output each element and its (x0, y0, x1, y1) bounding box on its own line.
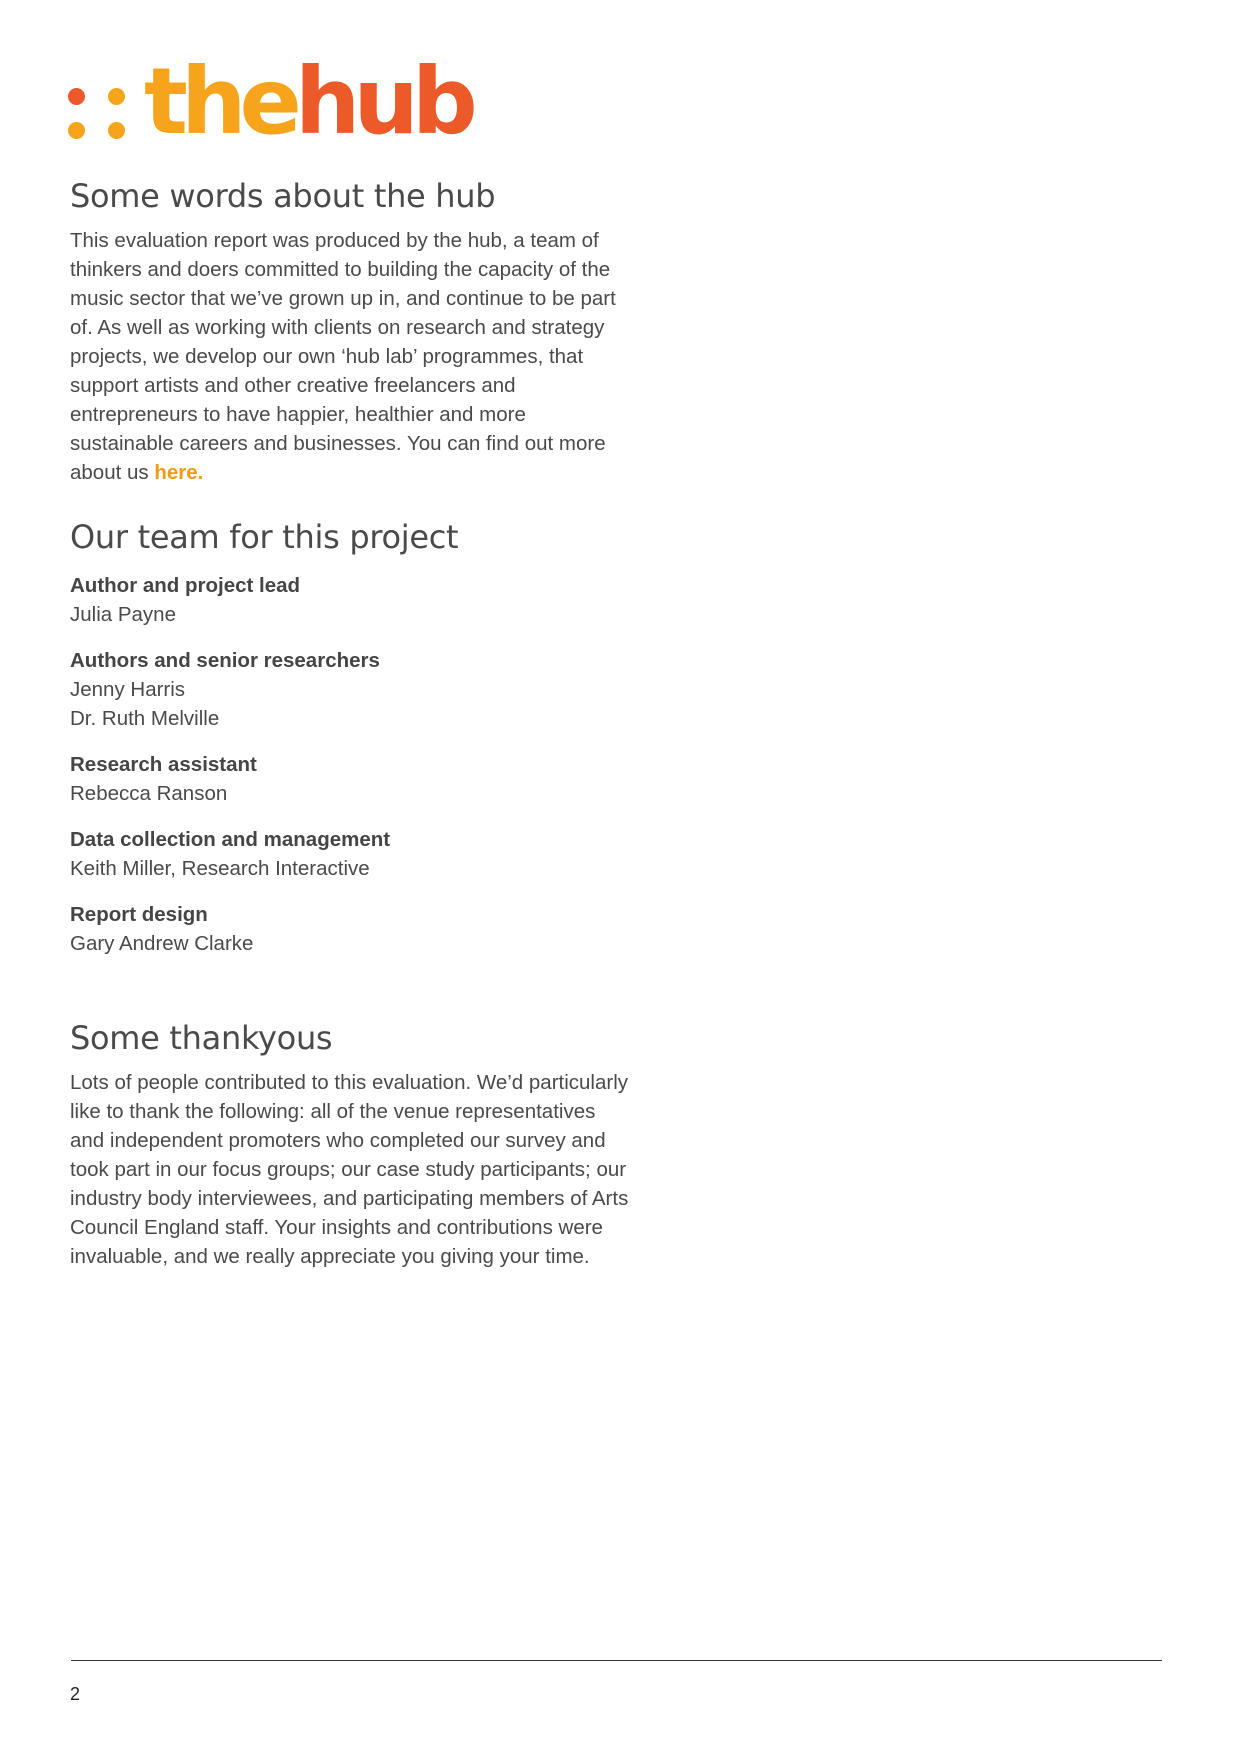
the-hub-logo (68, 48, 471, 155)
team-heading: Our team for this project (70, 518, 459, 556)
logo-text-the: the (144, 48, 295, 155)
main-content (70, 174, 630, 1271)
team-group-report-design (70, 900, 630, 958)
logo-text-hub: hub (294, 48, 471, 155)
footer-divider (71, 1660, 1162, 1661)
team-group-data-collection (70, 825, 630, 883)
team-section (70, 515, 630, 958)
team-person: Jenny Harris (70, 678, 186, 701)
thanks-section (70, 1016, 630, 1271)
team-role: Report design (70, 903, 208, 926)
team-person: Rebecca Ranson (70, 782, 228, 805)
team-person: Gary Andrew Clarke (70, 932, 254, 955)
team-person: Keith Miller, Research Interactive (70, 857, 370, 880)
thanks-heading: Some thankyous (70, 1019, 333, 1057)
about-body-text: This evaluation report was produced by the hub, a team of thinkers and doers committed to building the capacity of the music sector that we’ve grown up in, and continue to be part of. As well as working with clients on research and strategy projects, we develop our own ‘hub lab’ programmes, that support artists and other creative freelancers and entrepreneurs to have happier, healthier and more sustainable careers and businesses. You can find out more about us (70, 229, 616, 484)
team-person: Julia Payne (70, 603, 176, 626)
team-group-author-lead (70, 571, 630, 629)
logo-dot (68, 88, 85, 105)
team-group-research-assistant (70, 750, 630, 808)
thanks-paragraph: Lots of people contributed to this evaluation. We’d particularly like to thank the following: all of the venue representatives and independent promoters who completed our survey and took part in our focus groups; our case study participants; our industry body interviewees, and participating members of Arts Council England staff. Your insights and contributions were invaluable, and we really appreciate you giving your time. (70, 1071, 629, 1268)
about-here-link[interactable]: here. (154, 461, 204, 484)
logo-dots (68, 88, 126, 140)
about-paragraph (70, 226, 630, 487)
logo-dot (108, 122, 125, 139)
team-role: Author and project lead (70, 574, 301, 597)
team-role: Research assistant (70, 753, 257, 776)
logo-wordmark (144, 48, 471, 155)
team-group-senior-researchers (70, 646, 630, 733)
about-section (70, 174, 630, 487)
logo-dot (108, 88, 125, 105)
team-role: Authors and senior researchers (70, 649, 380, 672)
logo-dot (68, 122, 85, 139)
team-person: Dr. Ruth Melville (70, 707, 220, 730)
page-number: 2 (70, 1684, 81, 1704)
about-heading: Some words about the hub (70, 177, 496, 215)
team-role: Data collection and management (70, 828, 391, 851)
